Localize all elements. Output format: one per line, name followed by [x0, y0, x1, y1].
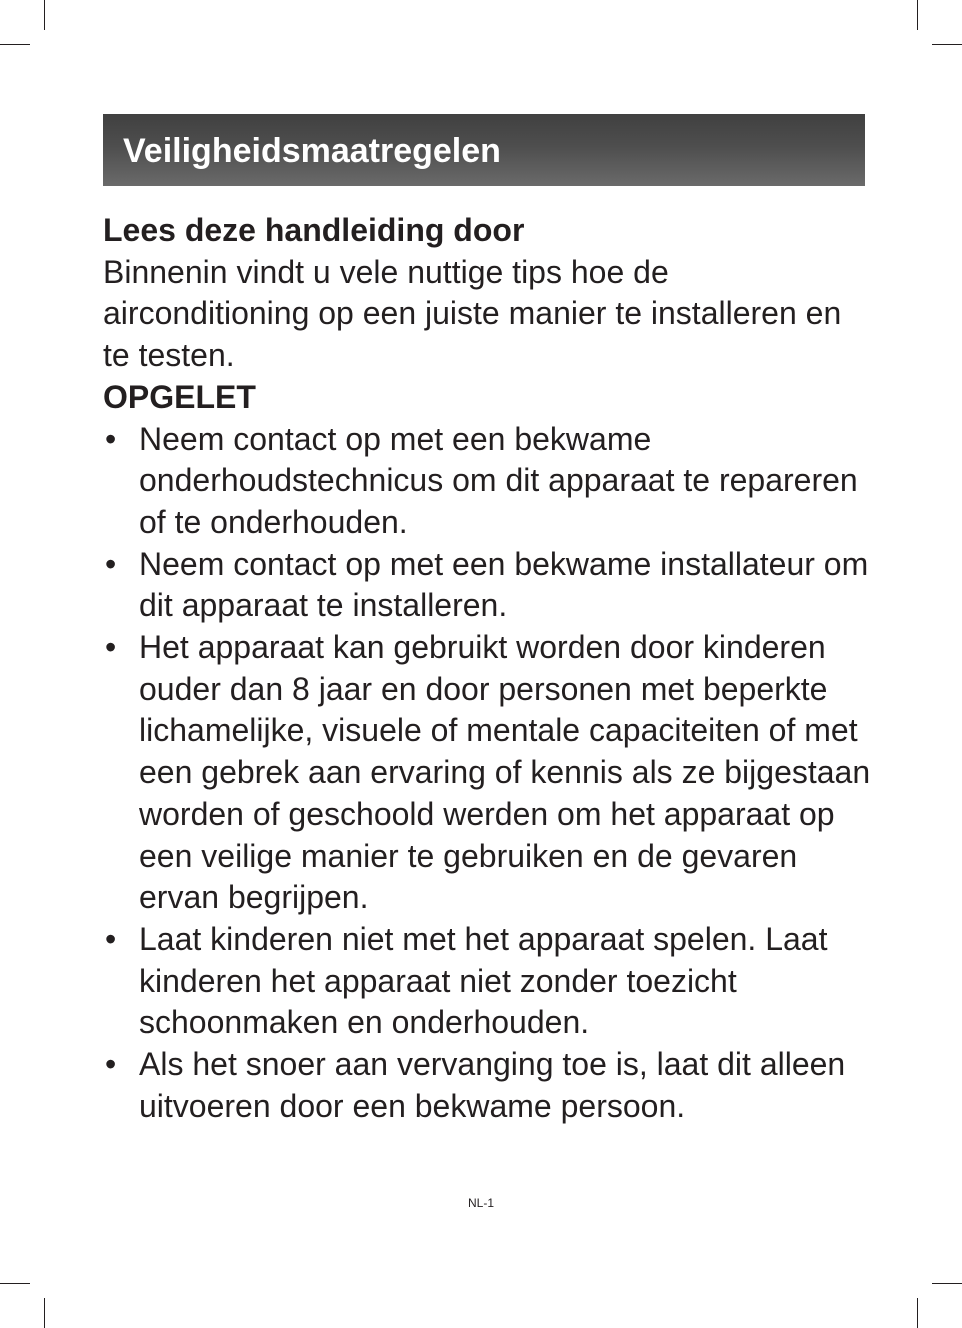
list-item — [103, 544, 873, 627]
page-title: Veiligheidsmaatregelen — [123, 132, 501, 170]
crop-mark — [932, 44, 962, 45]
warning-list — [103, 419, 873, 1128]
list-item-text: Als het snoer aan vervanging toe is, laat dit alleen uitvoeren door een bekwame persoon. — [139, 1046, 846, 1124]
bullet-icon: • — [105, 420, 117, 457]
list-item — [103, 419, 873, 544]
list-item — [103, 627, 873, 919]
list-item — [103, 1044, 873, 1127]
warning-heading: OPGELET — [103, 378, 256, 415]
crop-mark — [44, 0, 45, 30]
crop-mark — [917, 1298, 918, 1328]
bullet-icon: • — [105, 920, 117, 957]
bullet-icon: • — [105, 545, 117, 582]
crop-mark — [0, 1283, 30, 1284]
list-item-text: Het apparaat kan gebruikt worden door kinderen ouder dan 8 jaar en door personen met beperkte lichamelijke, visuele of mentale capaciteiten of met een gebrek aan ervaring of kennis als ze bijgestaan worden of geschoold werden om het apparaat op een veilige manier te gebruiken en de gevaren ervan begrijpen. — [139, 629, 871, 916]
main-content — [103, 210, 873, 1127]
crop-mark — [917, 0, 918, 30]
crop-mark — [0, 44, 30, 45]
bullet-icon: • — [105, 1046, 117, 1083]
page-number: NL-1 — [467, 1196, 494, 1210]
bullet-icon: • — [105, 629, 117, 666]
list-item — [103, 919, 873, 1044]
section-title-bar — [103, 114, 865, 186]
list-item-text: Neem contact op met een bekwame installateur om dit apparaat te installeren. — [139, 545, 869, 624]
intro-heading: Lees deze handleiding door — [103, 212, 525, 248]
list-item-text: Laat kinderen niet met het apparaat spelen. Laat kinderen het apparaat niet zonder toezicht schoonmaken en onderhouden. — [139, 920, 828, 1041]
list-item-text: Neem contact op met een bekwame onderhoudstechnicus om dit apparaat te repareren of te onderhouden. — [139, 420, 858, 540]
crop-mark — [44, 1298, 45, 1328]
crop-mark — [932, 1283, 962, 1284]
intro-text: Binnenin vindt u vele nuttige tips hoe de airconditioning op een juiste manier te installeren en te testen. — [103, 253, 842, 374]
